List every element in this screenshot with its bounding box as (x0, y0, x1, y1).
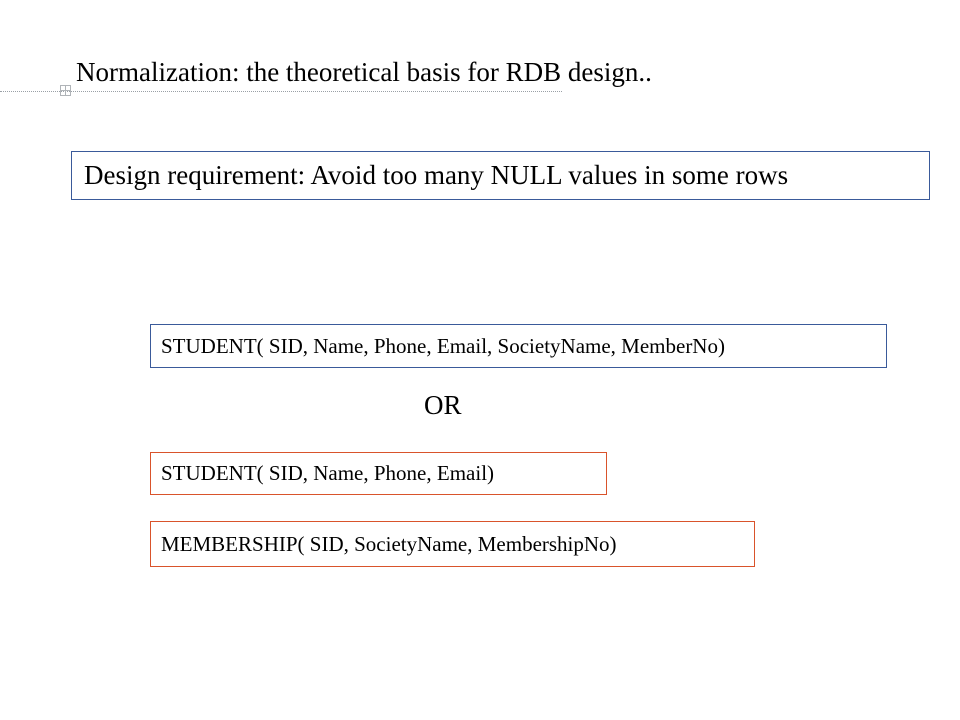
membership-schema-table: MEMBERSHIP( SID, SocietyName, MembershipNo) (150, 521, 755, 567)
slide-title: Normalization: the theoretical basis for RDB design.. (76, 57, 652, 87)
title-divider (0, 91, 562, 92)
student-schema-split-table: STUDENT( SID, Name, Phone, Email) (150, 452, 607, 495)
bullet-square-icon (60, 85, 71, 96)
design-requirement-box: Design requirement: Avoid too many NULL values in some rows (71, 151, 930, 200)
or-label: OR (424, 390, 462, 420)
student-schema-single-table: STUDENT( SID, Name, Phone, Email, SocietyName, MemberNo) (150, 324, 887, 368)
